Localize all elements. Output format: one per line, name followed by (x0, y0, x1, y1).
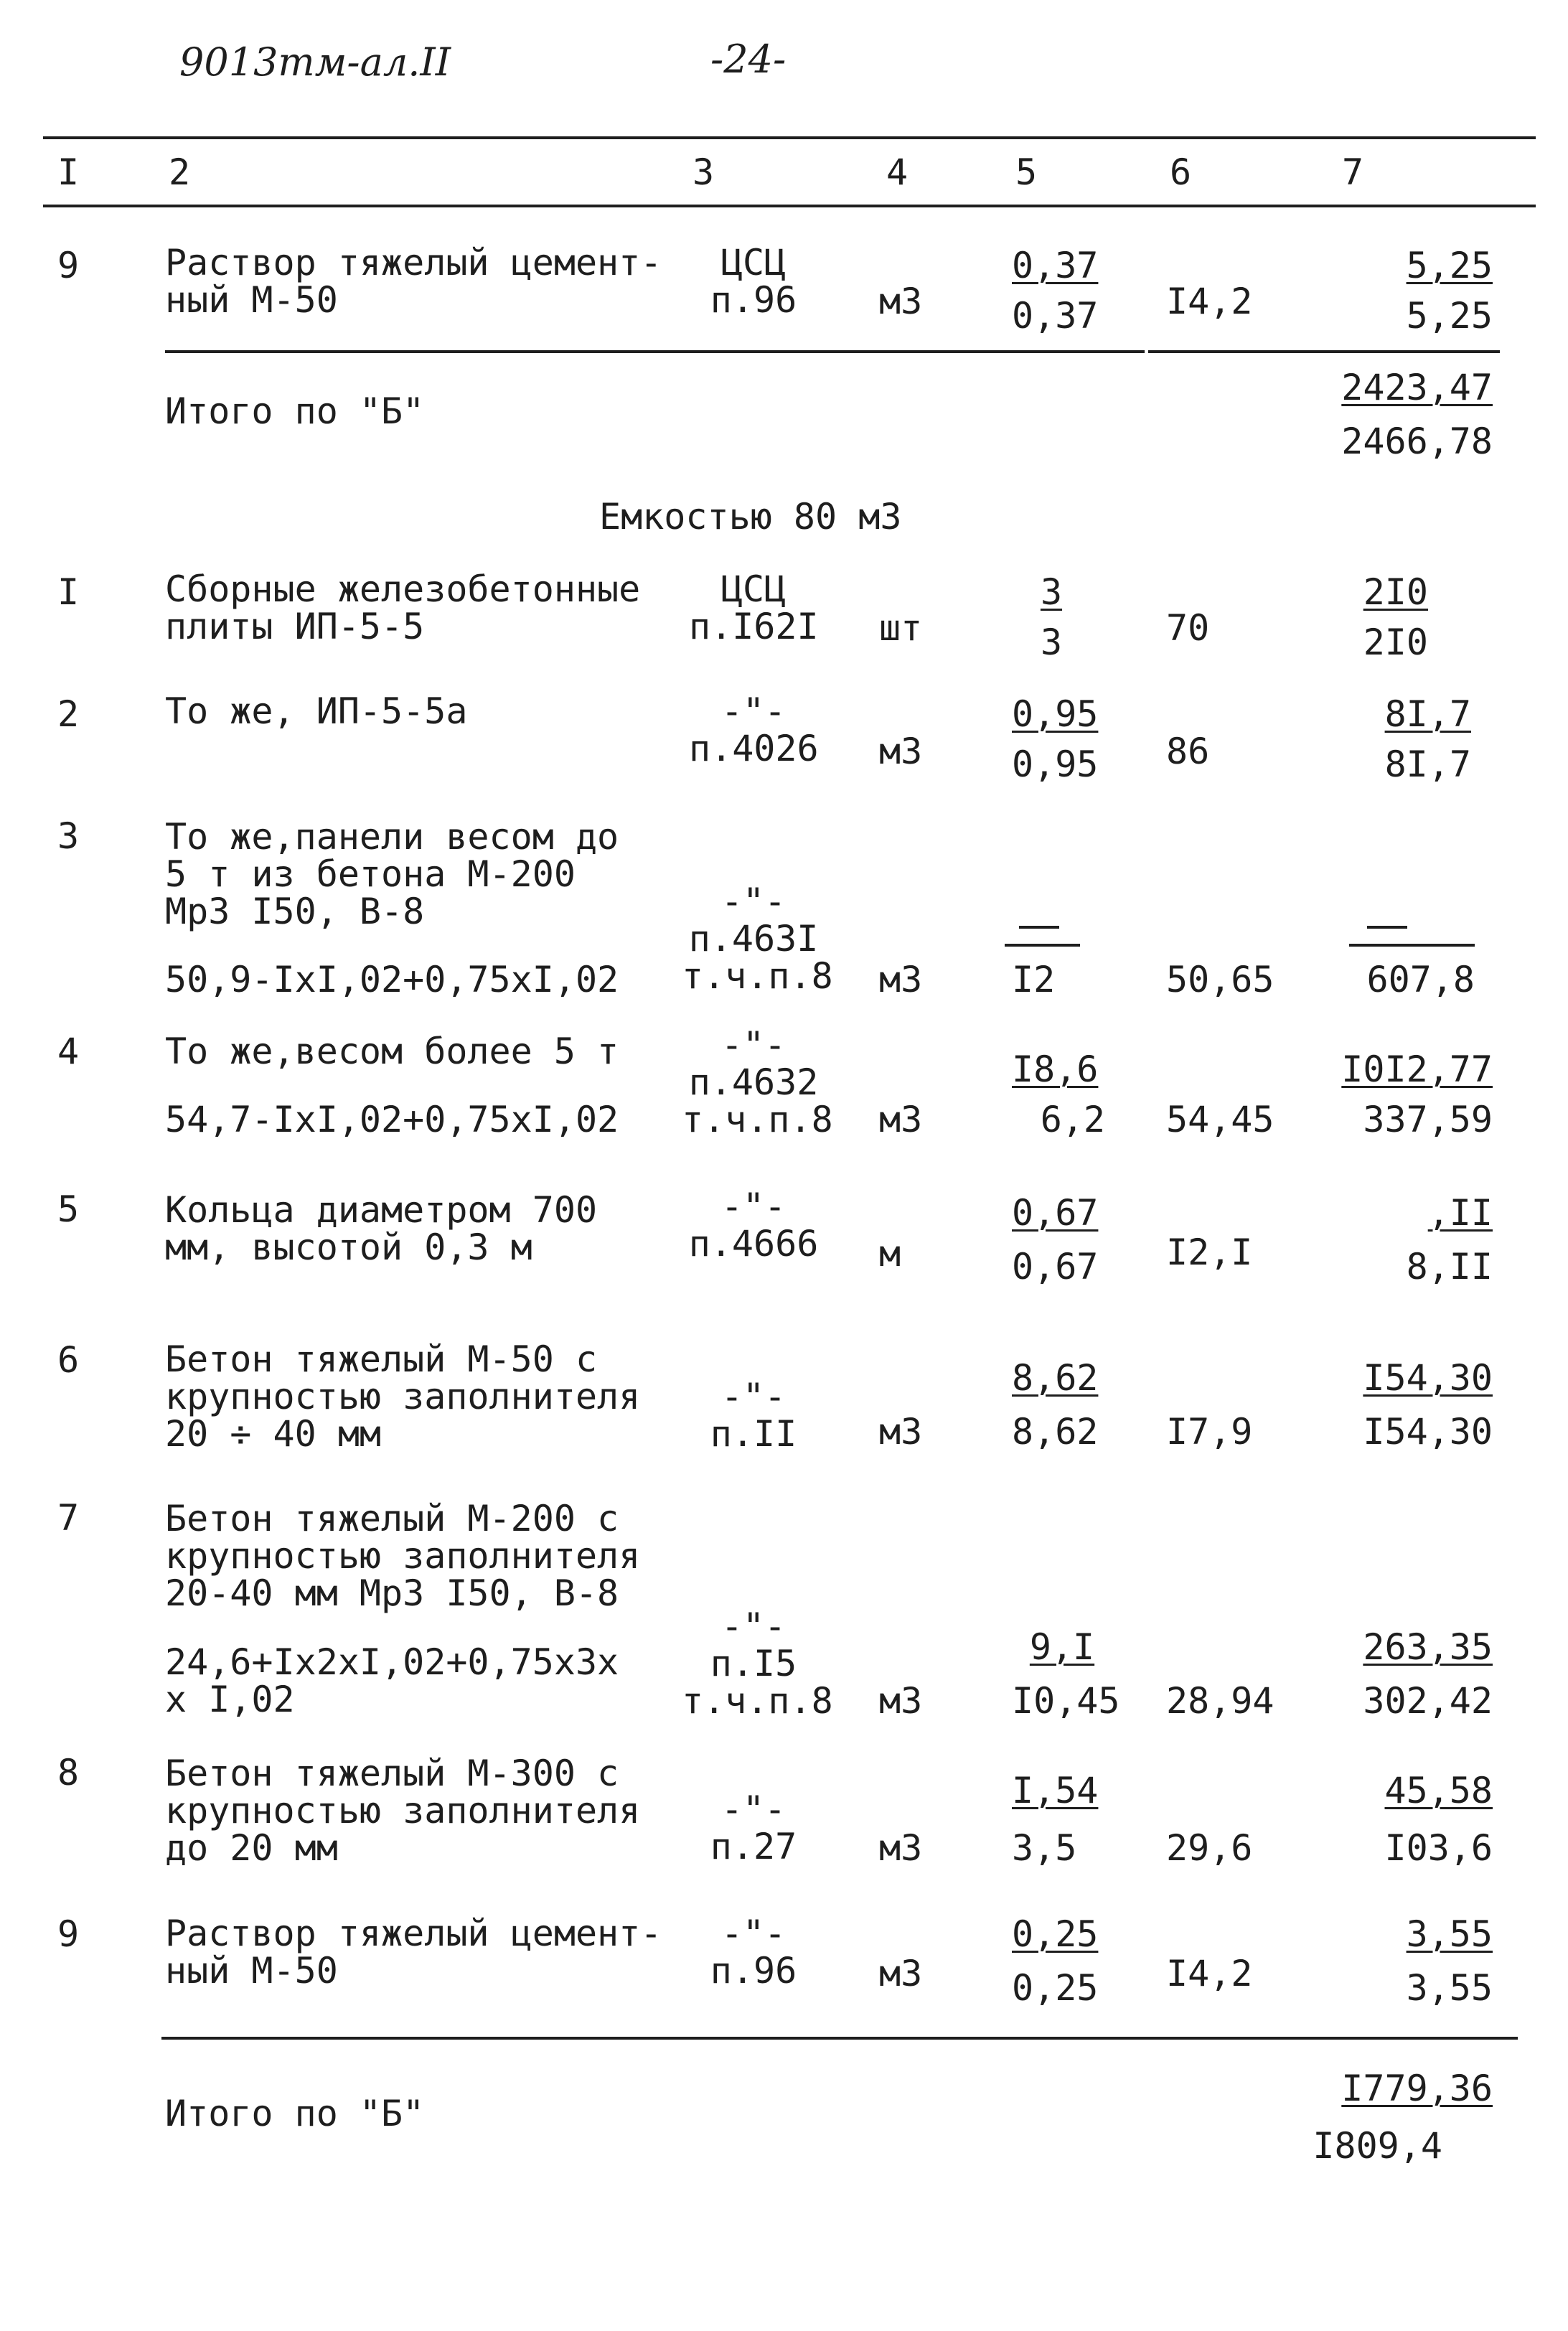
document-code: 9013тм-ал.II (179, 39, 451, 85)
row-qty-top: 0,67 (1012, 1192, 1099, 1234)
row-price: I4,2 (1166, 281, 1253, 322)
row-sum-top: 5,25 (1406, 245, 1493, 286)
row-ref: -"- п.4632 т.ч.п.8 (682, 1024, 833, 1140)
header-bottom-rule (43, 205, 1536, 207)
row-unit: м3 (879, 1411, 923, 1453)
row-sum-top: 263,35 (1363, 1626, 1493, 1668)
row-price: 70 (1166, 607, 1210, 649)
row-num: 3 (57, 815, 80, 857)
row-name: То же,панели весом до 5 т из бетона М-200 МрЗ I50, В-8 (165, 816, 619, 932)
row-qty-top: 0,95 (1012, 693, 1099, 735)
row-num: 2 (57, 693, 80, 735)
row-qty-bottom: 3 (1040, 622, 1063, 663)
total-label: Итого по "Б" (165, 390, 425, 432)
row-num: 9 (57, 245, 80, 286)
row-name: То же,весом более 5 т (165, 1031, 619, 1072)
col-header-6: 6 (1170, 151, 1192, 193)
row-qty-bottom: 6,2 (1040, 1099, 1105, 1140)
row-sum-bottom: 302,42 (1363, 1680, 1493, 1722)
row-price: I7,9 (1166, 1411, 1253, 1453)
sum-fraction-rule (1349, 944, 1475, 947)
row-price: 28,94 (1166, 1680, 1274, 1722)
row-sum-top: ,II (1427, 1192, 1493, 1234)
total-bottom: 2466,78 (1341, 421, 1493, 462)
row-unit: шт (879, 607, 923, 649)
row-name: Бетон тяжелый М-200 с крупностью заполнителя 20-40 мм МрЗ I50, В-8 (165, 1498, 641, 1614)
row-sum-bottom: 3,55 (1406, 1967, 1493, 2009)
row-qty-bottom: 0,37 (1012, 295, 1099, 337)
row-ref: -"- п.27 (710, 1788, 797, 1867)
row-unit: м3 (879, 1099, 923, 1140)
row-qty-bottom: 8,62 (1012, 1411, 1099, 1453)
row-qty-bottom: 0,95 (1012, 744, 1099, 785)
page-number: -24- (710, 37, 787, 82)
row-qty-bottom: 0,25 (1012, 1967, 1099, 2009)
row-qty-top: 3 (1040, 571, 1063, 613)
row-num: I (57, 571, 80, 613)
row-num: 8 (57, 1752, 80, 1793)
section-total-rule (161, 2037, 1518, 2040)
row-sum-bottom: 5,25 (1406, 295, 1493, 337)
row-unit: м3 (879, 1680, 923, 1722)
row-qty-top: 8,62 (1012, 1357, 1099, 1399)
row-ref: ЦСЦ п.96 (710, 242, 797, 321)
row-price: 50,65 (1166, 959, 1274, 1000)
col-header-7: 7 (1342, 151, 1364, 193)
row-num: 4 (57, 1031, 80, 1072)
row-sum-bottom: I54,30 (1363, 1411, 1493, 1453)
total-top: I779,36 (1341, 2068, 1493, 2109)
row-sum-top: 2I0 (1363, 571, 1428, 613)
row-qty-top: 9,I (1029, 1626, 1095, 1668)
col-header-1: I (57, 151, 80, 193)
row-qty-bottom: 0,67 (1012, 1246, 1099, 1288)
row-unit: м3 (879, 731, 923, 772)
row-sum-top: 45,58 (1384, 1770, 1493, 1811)
row-unit: м3 (879, 959, 923, 1000)
row-qty-top: 0,25 (1012, 1913, 1099, 1955)
row-unit: м3 (879, 1953, 923, 1994)
row-ref: -"- п.463I т.ч.п.8 (682, 881, 833, 997)
row-sum-top: I54,30 (1363, 1357, 1493, 1399)
row-price: I4,2 (1166, 1953, 1253, 1994)
row-name: То же, ИП-5-5а (165, 690, 468, 732)
total-bottom: I809,4 (1313, 2125, 1442, 2167)
row-num: 5 (57, 1188, 80, 1230)
row-ref: -"- п.4666 (688, 1186, 819, 1265)
col-header-5: 5 (1015, 151, 1038, 193)
col-header-3: 3 (693, 151, 715, 193)
section-title: Емкостью 80 м3 (599, 496, 902, 538)
row-sum-top-empty (1367, 926, 1407, 929)
row-unit: м3 (879, 1827, 923, 1869)
row-ref: -"- п.4026 (689, 690, 819, 769)
row-qty-top: I8,6 (1012, 1049, 1099, 1090)
row-num: 9 (57, 1913, 80, 1955)
row-price: 54,45 (1166, 1099, 1274, 1140)
row-qty-bottom: I0,45 (1012, 1680, 1120, 1722)
row-sum-top: I0I2,77 (1341, 1049, 1493, 1090)
row-sum-bottom: 8I,7 (1384, 744, 1471, 785)
row-name: Кольца диаметром 700 мм, высотой 0,3 м (165, 1189, 598, 1268)
row-ref: -"- п.II (710, 1376, 797, 1455)
row-sum-bottom: 2I0 (1363, 622, 1428, 663)
row-formula: 50,9-IxI,02+0,75xI,02 (165, 959, 619, 1000)
row-price: 29,6 (1166, 1827, 1253, 1869)
row-sum-bottom: 607,8 (1366, 959, 1475, 1000)
row-formula: 24,6+Ix2xI,02+0,75x3x x I,02 (165, 1641, 619, 1720)
col-header-4: 4 (886, 151, 909, 193)
row-ref: -"- п.I5 т.ч.п.8 (682, 1605, 833, 1722)
row-name: Раствор тяжелый цемент- ный М-50 (165, 1913, 662, 1992)
row-sum-top: 3,55 (1406, 1913, 1493, 1955)
row-num: 7 (57, 1497, 80, 1539)
row-name: Раствор тяжелый цемент- ный М-50 (165, 242, 662, 321)
row-unit: м (879, 1233, 901, 1275)
row-num: 6 (57, 1339, 80, 1381)
row-qty-top-empty (1019, 926, 1059, 929)
qty-fraction-rule (1005, 944, 1080, 947)
subtotal-rule-left (165, 350, 1145, 353)
row-name: Бетон тяжелый М-300 с крупностью заполнителя до 20 мм (165, 1753, 641, 1869)
row-ref: -"- п.96 (710, 1913, 797, 1992)
row-unit: м3 (879, 281, 923, 322)
row-sum-bottom: 8,II (1406, 1246, 1493, 1288)
row-qty-top: 0,37 (1012, 245, 1099, 286)
row-qty-top: I,54 (1012, 1770, 1099, 1811)
subtotal-rule-right (1148, 350, 1500, 353)
row-ref: ЦСЦ п.I62I (689, 568, 819, 647)
row-formula: 54,7-IxI,02+0,75xI,02 (165, 1099, 619, 1140)
row-sum-top: 8I,7 (1384, 693, 1471, 735)
row-qty-bottom: 3,5 (1012, 1827, 1077, 1869)
header-top-rule (43, 136, 1536, 139)
row-price: I2,I (1166, 1232, 1253, 1273)
total-top: 2423,47 (1341, 367, 1493, 408)
row-name: Сборные железобетонные плиты ИП-5-5 (165, 568, 641, 647)
total-label: Итого по "Б" (165, 2093, 425, 2134)
row-sum-bottom: 337,59 (1363, 1099, 1493, 1140)
row-name: Бетон тяжелый М-50 с крупностью заполнителя 20 ÷ 40 мм (165, 1338, 641, 1455)
row-qty-bottom: I2 (1012, 959, 1056, 1000)
row-price: 86 (1166, 731, 1210, 772)
col-header-2: 2 (169, 151, 191, 193)
row-sum-bottom: I03,6 (1384, 1827, 1493, 1869)
